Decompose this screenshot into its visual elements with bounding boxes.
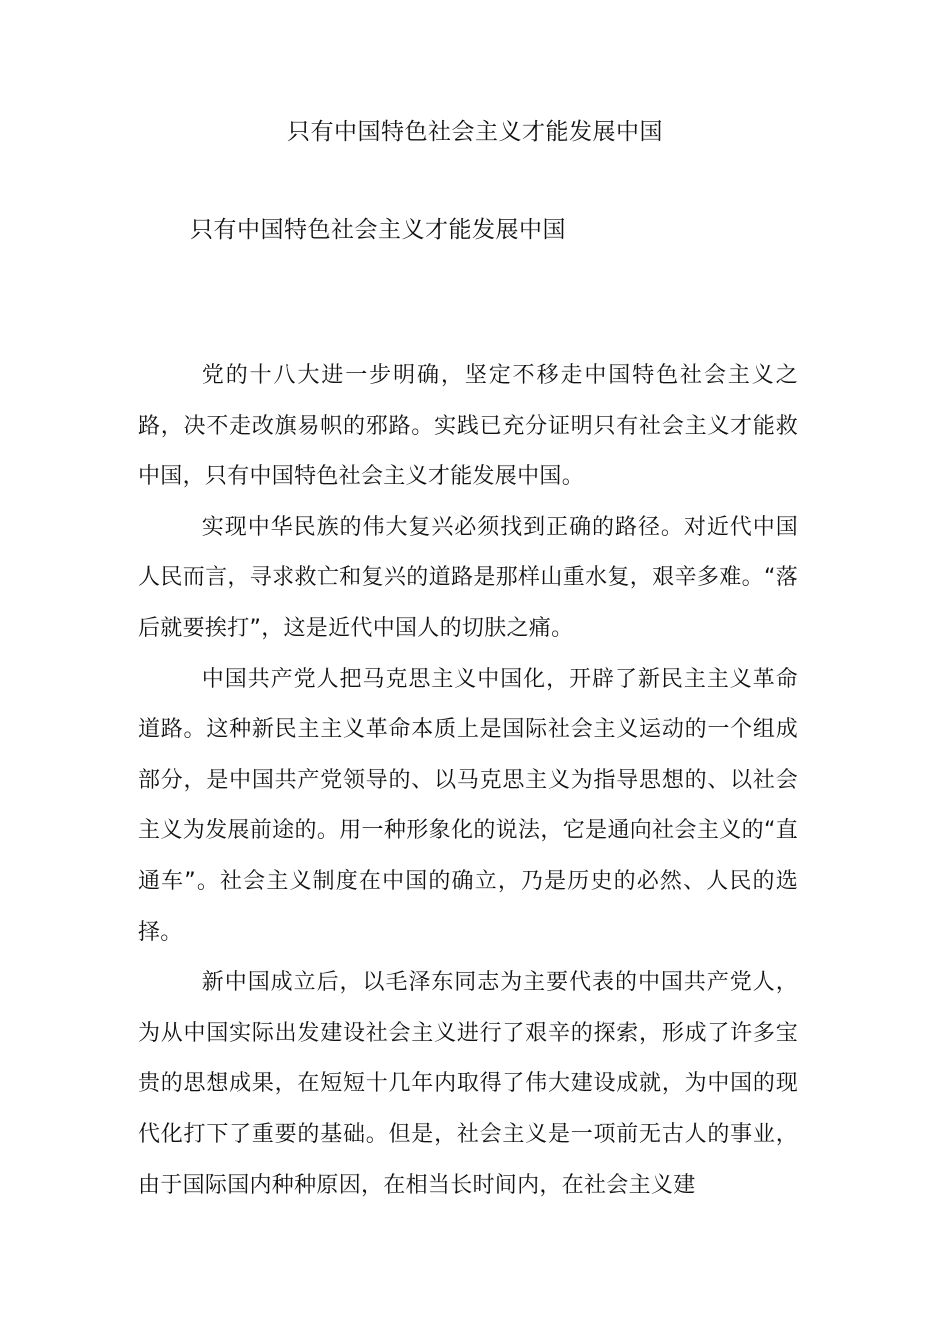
page-subtitle: 只有中国特色社会主义才能发展中国 xyxy=(190,217,566,243)
document-body xyxy=(138,351,798,1211)
paragraph-2: 实现中华民族的伟大复兴必须找到正确的路径。对近代中国人民而言，寻求救亡和复兴的道路是那样山重水复，艰辛多难。“落后就要挨打”，这是近代中国人的切肤之痛。 xyxy=(138,514,798,641)
paragraph-4: 新中国成立后，以毛泽东同志为主要代表的中国共产党人，为从中国实际出发建设社会主义进行了艰辛的探索，形成了许多宝贵的思想成果，在短短十几年内取得了伟大建设成就，为中国的现代化打下了重要的基础。但是，社会主义是一项前无古人的事业，由于国际国内种种原因，在相当长时间内，在社会主义建 xyxy=(138,970,798,1198)
paragraph-3: 中国共产党人把马克思主义中国化，开辟了新民主主义革命道路。这种新民主主义革命本质上是国际社会主义运动的一个组成部分，是中国共产党领导的、以马克思主义为指导思想的、以社会主义为发展前途的。用一种形象化的说法，它是通向社会主义的“直通车”。社会主义制度在中国的确立，乃是历史的必然、人民的选择。 xyxy=(138,666,798,945)
paragraph-1: 党的十八大进一步明确，坚定不移走中国特色社会主义之路，决不走改旗易帜的邪路。实践已充分证明只有社会主义才能救中国，只有中国特色社会主义才能发展中国。 xyxy=(138,363,798,490)
page-title: 只有中国特色社会主义才能发展中国 xyxy=(287,119,663,145)
